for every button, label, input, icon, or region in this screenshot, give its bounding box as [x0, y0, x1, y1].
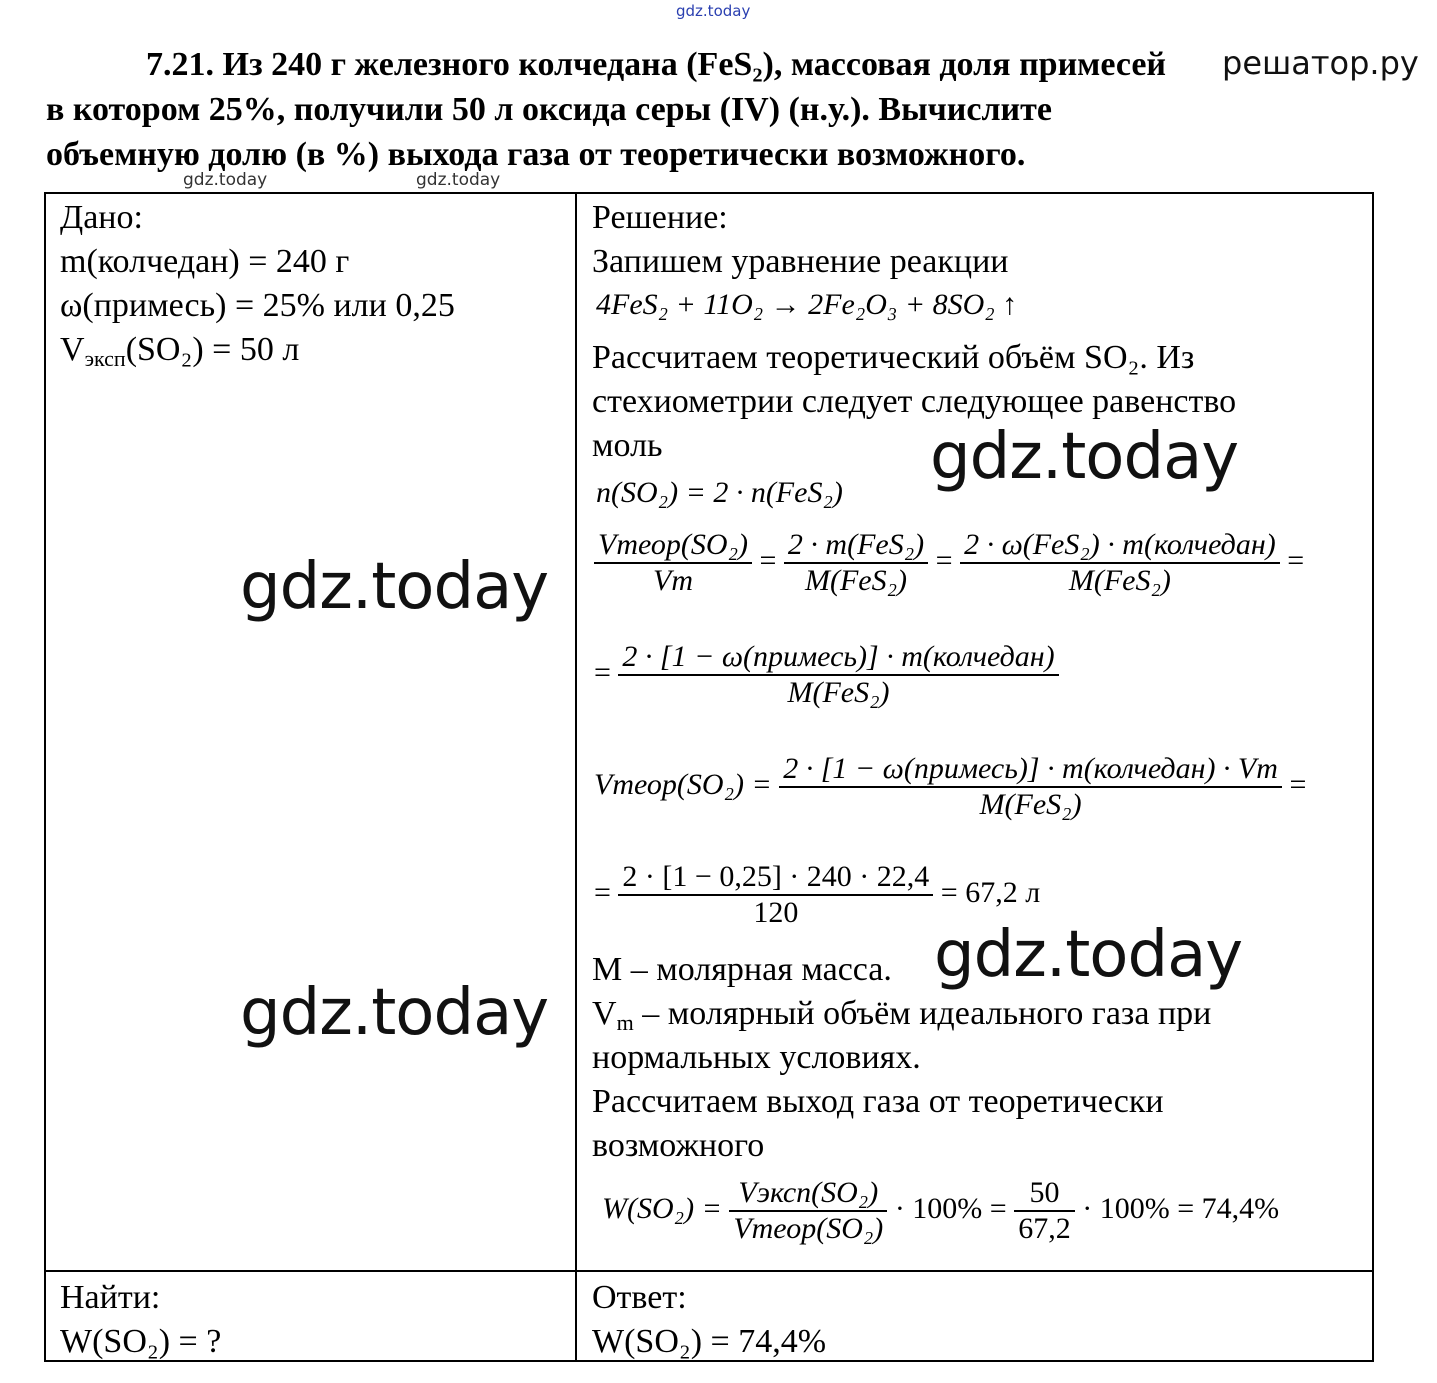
- fraction: $\frac{\text{Vтеор(SO₂)}}{Vm}$: [594, 528, 752, 598]
- solution-step-2b: стехиометрии следует следующее равенство: [592, 383, 1237, 420]
- problem-line-2: в котором 25%, получили 50 л оксида серы (IV) (н.у.). Вычислите: [46, 91, 1052, 128]
- table-divider-vertical: [575, 192, 577, 1362]
- solution-step-2c: моль: [592, 427, 663, 464]
- solution-header: Решение:: [592, 199, 728, 236]
- equation-moles: n(SO₂) = 2 · n(FeS₂): [596, 476, 843, 509]
- solution-step-4b: возможного: [592, 1127, 765, 1164]
- equation-yield: W(SO₂) = $\frac{\text{Vэксп(SO₂)}}{\text{Vтеор(SO₂)}}$ · 100% = $\frac{50}{67,2}$ · 100% = 74,4%: [602, 1176, 1280, 1245]
- watermark-small: gdz.today: [183, 170, 268, 190]
- watermark-top: gdz.today: [676, 2, 751, 20]
- fraction: $\frac{\text{2 · m(FeS₂)}}{\text{M(FeS₂)}}$: [784, 528, 928, 598]
- fraction: $\frac{\text{2 · [1 − ω(примесь)] · m(колчедан)}}{\text{M(FeS₂)}}$: [618, 640, 1058, 710]
- watermark-large: gdz.today: [934, 918, 1243, 992]
- answer-cell: [592, 1276, 826, 1364]
- watermark-large: gdz.today: [240, 976, 549, 1050]
- reaction-equation: 4FeS₂ + 11O₂ → 2Fe₂O₃ + 8SO₂ ↑: [596, 288, 1018, 321]
- table-divider-horizontal: [44, 1270, 1374, 1272]
- fraction: $\frac{2 \cdot [1 - 0,25] \cdot 240 \cdot 22,4}{120}$: [618, 860, 933, 930]
- watermark-large: gdz.today: [930, 420, 1239, 494]
- given-cell: [60, 196, 455, 372]
- watermark-large: gdz.today: [240, 550, 549, 624]
- solution-molar-mass-note: M – молярная масса.: [592, 951, 892, 988]
- problem-statement: [46, 42, 1226, 177]
- solution-conditions-note: нормальных условиях.: [592, 1039, 921, 1076]
- equation-theoretical-volume: Vтеор(SO₂) = $\frac{\text{2 · [1 − ω(примесь)] · m(колчедан) · Vm}}{\text{M(FeS₂)}}$ =: [594, 752, 1307, 821]
- fraction: $\frac{\text{2 · ω(FeS₂) · m(колчедан)}}{\text{M(FeS₂)}}$: [960, 528, 1280, 598]
- problem-line-3: объемную долю (в %) выхода газа от теоретически возможного.: [46, 136, 1026, 173]
- equation-impurity-substitution: = $\frac{\text{2 · [1 − ω(примесь)] · m(колчедан)}}{\text{M(FeS₂)}}$: [594, 640, 1059, 710]
- fraction: $\frac{\text{Vэксп(SO₂)}}{\text{Vтеор(SO₂)}}$: [729, 1176, 887, 1246]
- given-impurity: ω(примесь) = 25% или 0,25: [60, 287, 455, 324]
- given-volume: $V_{эксп}(SO_2) = 50$ л: [60, 331, 300, 371]
- given-header: Дано:: [60, 199, 143, 236]
- solution-step-1: Запишем уравнение реакции: [592, 243, 1009, 280]
- watermark-corner: решатор.ру: [1222, 44, 1419, 82]
- equation-volume-ratio: $\frac{\text{Vтеор(SO₂)}}{Vm}$ = $\frac{\text{2 · m(FeS₂)}}{\text{M(FeS₂)}}$ = $\frac{\text{2 · ω(FeS₂) · m(колчедан)}}{\text{M(FeS₂)}}$ =: [594, 528, 1304, 598]
- fraction: $\frac{\text{2 · [1 − ω(примесь)] · m(колчедан) · Vm}}{\text{M(FeS₂)}}$: [779, 752, 1282, 822]
- find-cell: [60, 1276, 221, 1364]
- solution-step-4a: Рассчитаем выход газа от теоретически: [592, 1083, 1164, 1120]
- find-target: W(SO₂) = ?: [60, 1323, 222, 1360]
- find-header: Найти:: [60, 1279, 161, 1316]
- watermark-small: gdz.today: [416, 170, 501, 190]
- answer-value: W(SO₂) = 74,4%: [592, 1323, 827, 1360]
- problem-line-1: 7.21. Из 240 г железного колчедана (FeS₂), массовая доля примесей: [146, 46, 1167, 83]
- solution-header-block: [592, 196, 1008, 284]
- equation-numeric-volume: = $\frac{2 \cdot [1 - 0,25] \cdot 240 \cdot 22,4}{120}$ = 67,2 л: [594, 860, 1041, 929]
- solution-step-2a: Рассчитаем теоретический объём SO₂. Из: [592, 339, 1195, 376]
- given-mass: m(колчедан) = 240 г: [60, 243, 350, 280]
- answer-header: Ответ:: [592, 1279, 687, 1316]
- solution-molar-volume-note: $V_m$ – молярный объём идеального газа при: [592, 995, 1212, 1035]
- fraction: $\frac{50}{67,2}$: [1014, 1176, 1075, 1246]
